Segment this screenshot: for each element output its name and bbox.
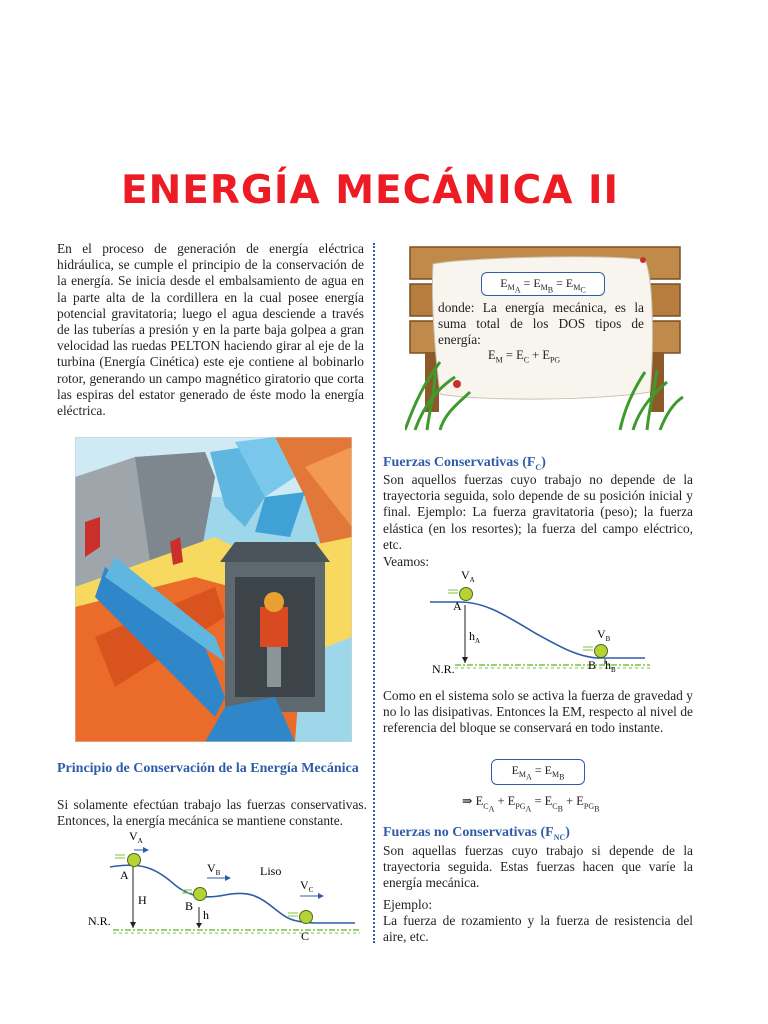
label-b-left: B	[185, 899, 194, 913]
non-conservative-forces-heading: Fuerzas no Conservativas $(F_{NC})$	[383, 825, 570, 842]
ball-b-right	[595, 645, 608, 658]
label-vb-left: $V_B$	[207, 861, 221, 877]
conservative-forces-text: Son aquellos fuerzas cuyo trabajo no depende de la trayectoria seguida, solo depende de su posición inicial y final. Ejemplo: La fuerza gravitatoria (peso); la fuerza elástica (en los resortes); la fuerza del campo eléctrico, etc.	[383, 472, 693, 552]
principle-text: Si solamente efectúan trabajo las fuerzas conservativas. Entonces, la energía mecánica se mantiene constante.	[57, 797, 367, 829]
label-liso: Liso	[260, 864, 282, 878]
conservation-paragraph: Como en el sistema solo se activa la fuerza de gravedad y no lo las disipativas. Entonces la EM, respecto al nivel de referencia del bloque se conservará en todo instante.	[383, 688, 693, 736]
label-a-right: A	[453, 599, 462, 613]
conservative-forces-heading: Fuerzas Conservativas $(F_C)$	[383, 455, 546, 472]
label-nr-right: N.R.	[432, 662, 455, 676]
non-conservative-example: Ejemplo: La fuerza de rozamiento y la fuerza de resistencia del aire, etc.	[383, 897, 693, 945]
formula-box-mechanical-energy: $E_{M_A} = E_{M_B} = E_{M_C}$	[481, 272, 605, 296]
label-h-small: h	[203, 908, 209, 922]
label-hb: $h_B$	[605, 658, 616, 674]
page-title: ENERGÍA MECÁNICA II	[120, 168, 620, 213]
label-va-left: $V_A$	[129, 829, 143, 845]
label-va-right: $V_A$	[461, 568, 475, 584]
label-ha: $h_A$	[469, 629, 481, 645]
formula-energy-sum: $E_M = E_C + E_{PG}$	[488, 348, 561, 365]
ball-a-left	[128, 854, 141, 867]
formula-box-equality: $E_{M_A} = E_{M_B}$	[491, 759, 585, 785]
label-h-big: H	[138, 893, 147, 907]
non-conservative-forces-text: Son aquellas fuerzas cuyo trabajo si depende de la trayectoria seguida. Estas fuerzas hacen que varíe la energía mecánica.	[383, 843, 693, 891]
right-energy-diagram	[425, 565, 655, 680]
label-b-right: B	[588, 658, 597, 672]
label-a-left: A	[120, 868, 129, 882]
principle-heading: Principio de Conservación de la Energía Mecánica	[57, 761, 359, 776]
label-c-left: C	[301, 929, 310, 943]
ball-c-left	[300, 911, 313, 924]
label-nr-left: N.R.	[88, 914, 111, 928]
sign-definition-text: donde: La energía mecánica, es la suma total de los DOS tipos de energía:	[438, 300, 644, 348]
left-energy-diagram	[85, 827, 365, 947]
label-vb-right: $V_B$	[597, 627, 611, 643]
label-vc-left: $V_C$	[300, 878, 314, 894]
column-divider	[373, 243, 375, 943]
ball-b-left	[194, 888, 207, 901]
veamos-label: Veamos:	[383, 554, 430, 569]
intro-paragraph: En el proceso de generación de energía eléctrica hidráulica, se cumple el principio de la conservación de la energía. Se inicia desde el embalsamiento de agua en la parte alta de la cordillera en la cual posee energía potencial gravitatoria; luego el agua desciende a través de las tuberías a presión y en la parte baja golpea a gran velocidad las ruedas PELTON haciendo girar al eje de la turbina (Energía Cinética) este eje contiene al bobinarlo rotor, generando un campo magnético giratorio que corta las espiras del estator generado de éste modo la energía eléctrica.	[57, 241, 364, 419]
formula-expanded-equality: ⇒ $E_{C_A} + E_{PG_A} = E_{C_B} + E_{PG_B}$	[462, 794, 600, 814]
hydroelectric-plant-illustration	[75, 437, 352, 742]
